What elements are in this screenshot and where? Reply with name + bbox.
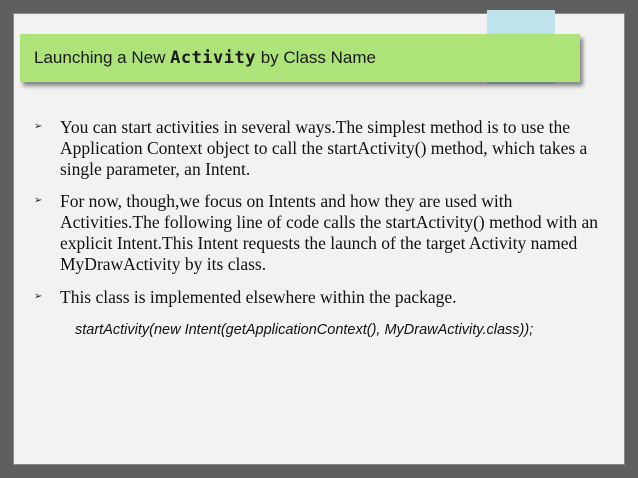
bullet-text: You can start activities in several ways.The simplest method is to use the Application Context object to call the startActivity() method, which takes a single parameter, an Intent. (60, 117, 588, 179)
bullet-text: For now, though,we focus on Intents and how they are used with Activities.The following line of code calls the startActivity() method with an explicit Intent.This Intent requests the launch of the target Activity named MyDrawActivity by its class. (60, 191, 598, 274)
bullet-text: This class is implemented elsewhere within the package. (60, 287, 457, 307)
bullet-arrow-icon: ➢ (34, 291, 43, 302)
title-emphasis: Activity (170, 48, 256, 68)
title-suffix: by Class Name (255, 48, 376, 67)
slide-title (34, 48, 376, 72)
title-prefix: Launching a New (34, 48, 171, 67)
bullet-arrow-icon: ➢ (34, 121, 43, 132)
bullet-arrow-icon: ➢ (34, 195, 43, 206)
code-line: startActivity(new Intent(getApplicationContext(), MyDrawActivity.class)); (75, 322, 534, 338)
